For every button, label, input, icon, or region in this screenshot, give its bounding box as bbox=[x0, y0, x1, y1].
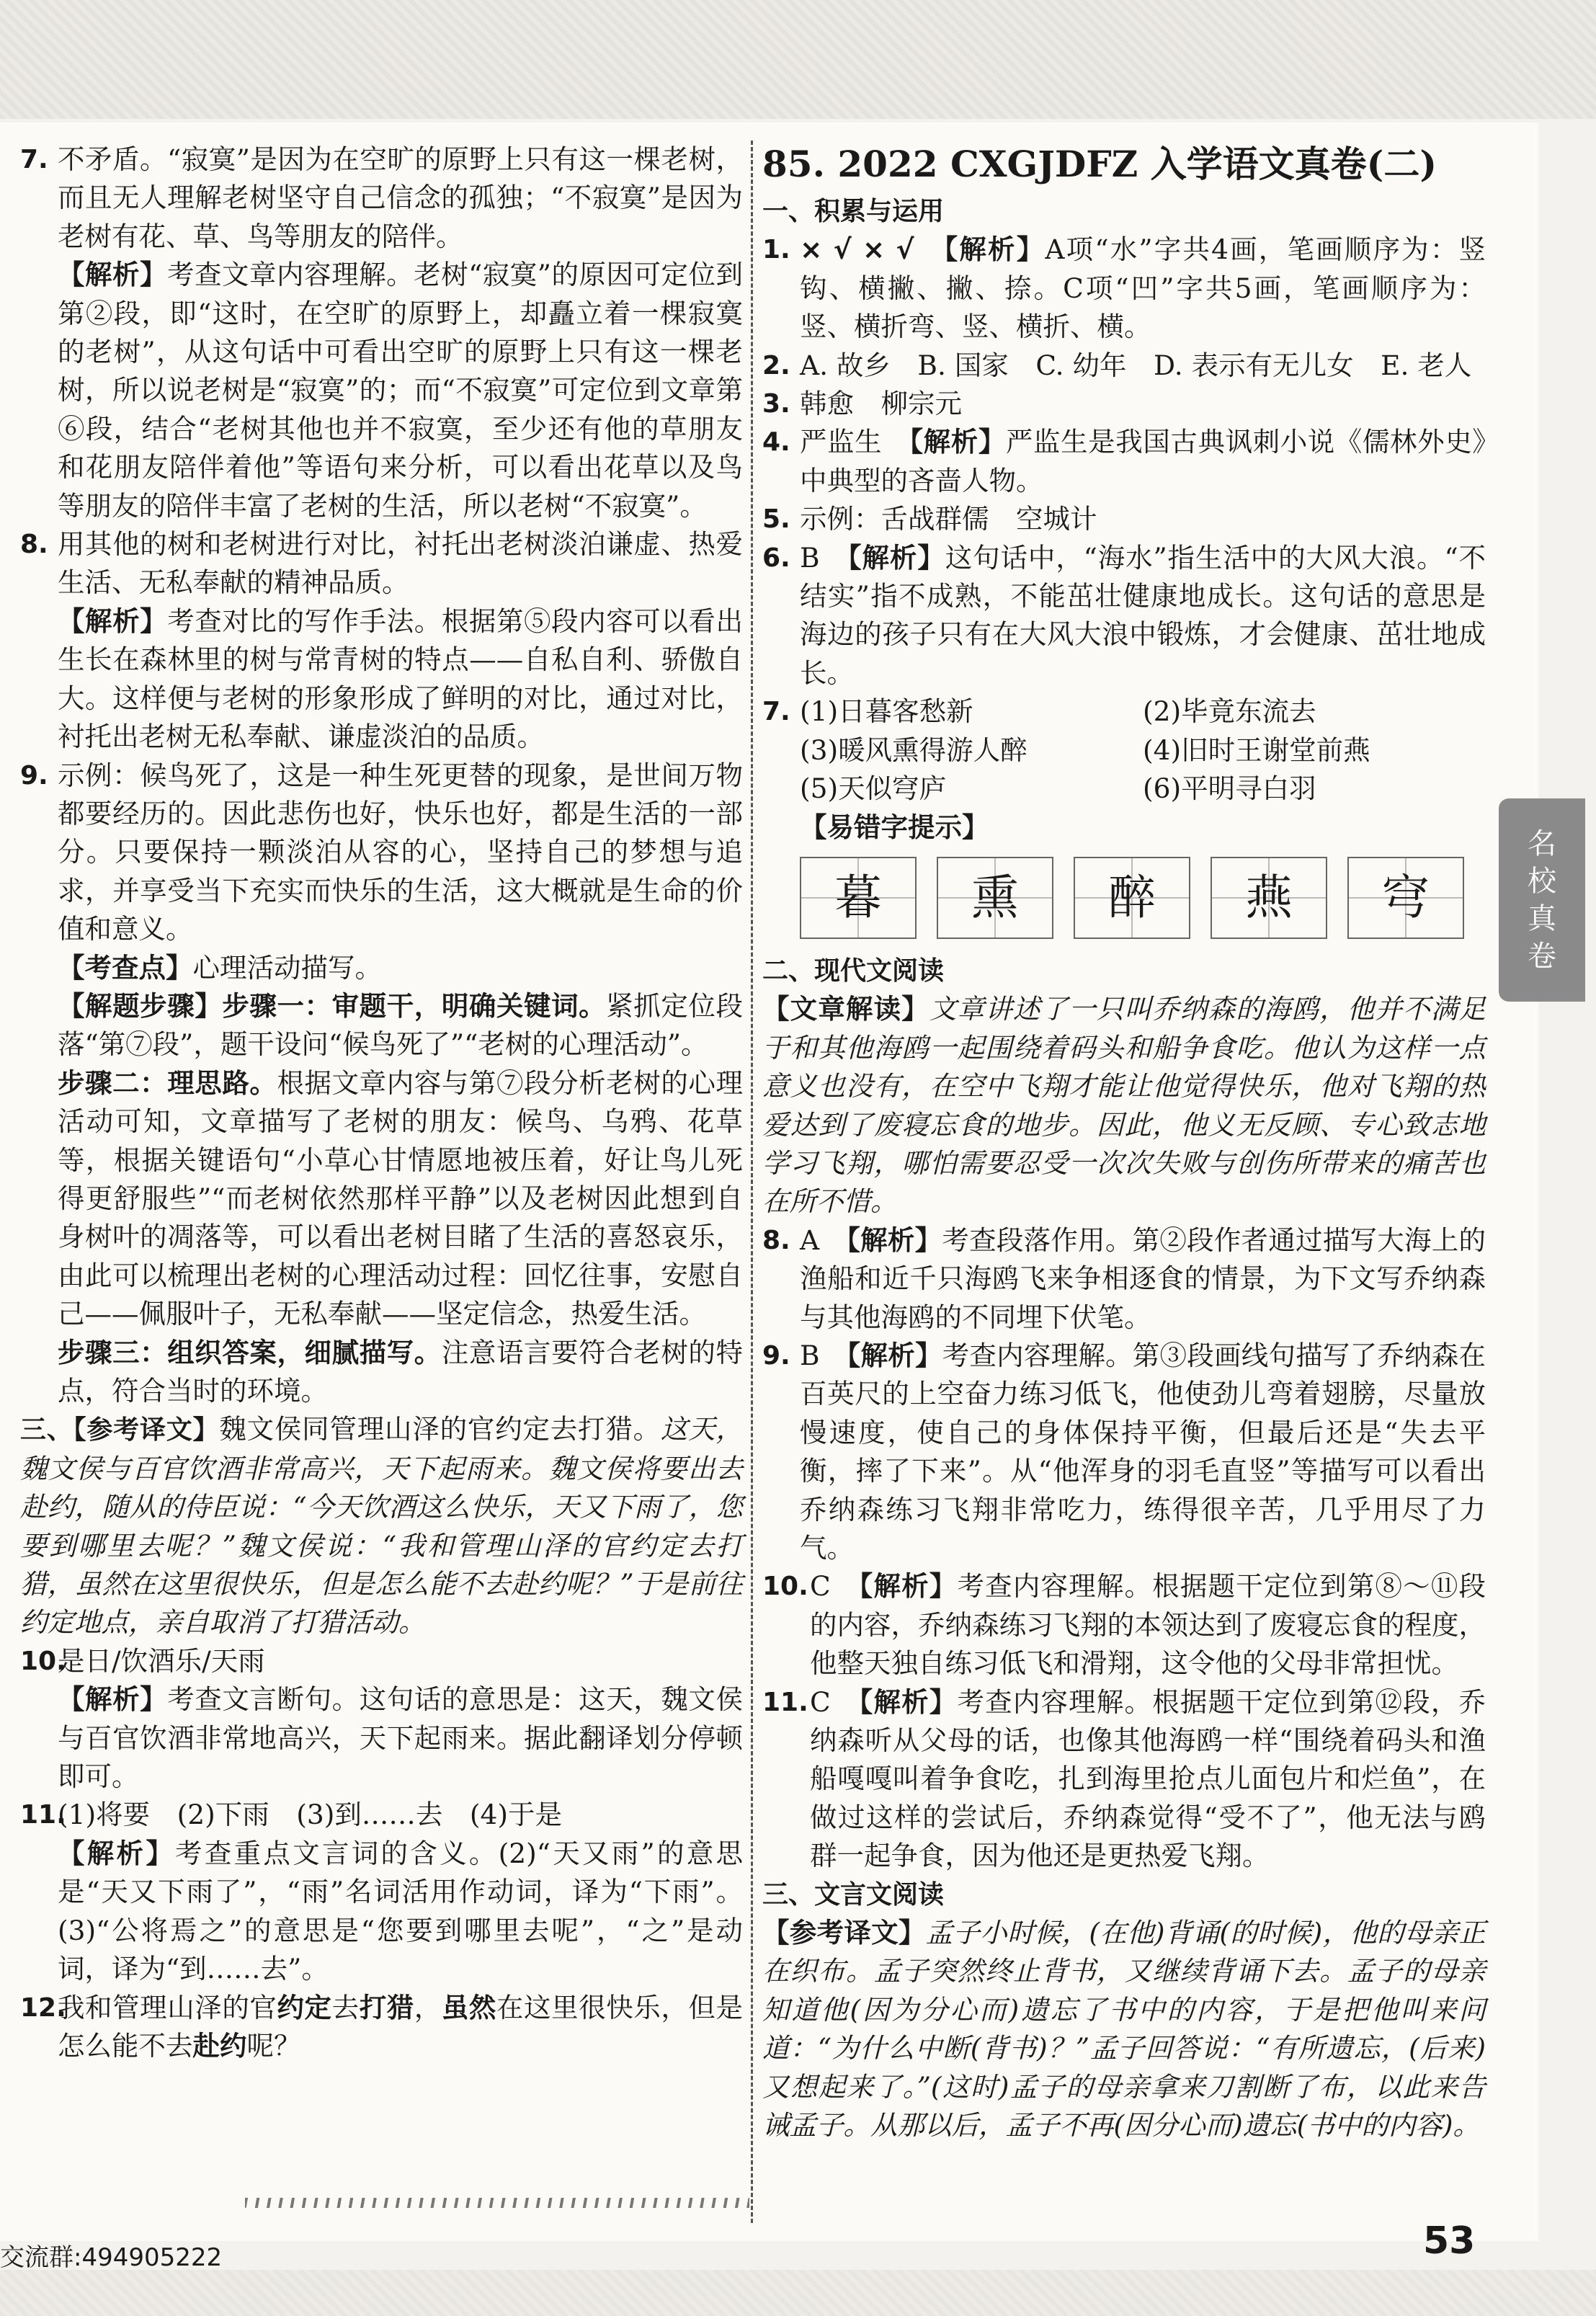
answer-12 bbox=[20, 1989, 743, 2066]
section-heading: 三、文言文阅读 bbox=[762, 1879, 945, 1910]
translation-text: 孟子小时候，(在他)背诵(的时候)，他的母亲正在织布。孟子突然终止背书，又继续背诵下去。孟子的母亲知道他(因为分心而)遗忘了书中的内容，于是把他叫来问道：“为什么中断(背书)？”孟子回答说：“有所遗忘，(后来)又想起来了。”(这时)孟子的母亲拿来刀割断了布，以此来告诫孟子。从那以后，孟子不再(因分心而)遗忘(书中的内容)。 bbox=[762, 1917, 1486, 2142]
answer-number: 5. bbox=[762, 504, 790, 535]
answer-text: 在这里很快乐，但是怎么能不去 bbox=[58, 1991, 743, 2062]
typo-tip-tag: 【易错字提示】 bbox=[800, 811, 989, 843]
interpretation-text: 文章讲述了一只叫乔纳森的海鸥，他并不满足于和其他海鸥一起围绕着码头和船争食吃。他认为这样一点意义也没有，在空中飞翔才能让他觉得快乐，他对飞翔的热爱达到了废寝忘食的地步。因此，他义无反顾、专心致志地学习飞翔，哪怕需要忍受一次次失败与创伤所带来的痛苦也在所不惜。 bbox=[762, 993, 1486, 1218]
analysis-text: 考查重点文言词的含义。(2)“天又雨”的意思是“天又下雨了”，“雨”名词活用作动词，译为“下雨”。(3)“公将焉之”的意思是“您要到哪里去呢”，“之”是动词，译为“到……去”。 bbox=[58, 1837, 744, 1985]
answer-number: 3. bbox=[762, 389, 790, 419]
poem-line: (6)平明寻白羽 bbox=[1143, 772, 1316, 805]
solution-steps-tag: 【解题步骤】 bbox=[58, 989, 223, 1022]
answer-text: 严监生 bbox=[800, 426, 883, 458]
answer-7 bbox=[762, 692, 1486, 808]
answer-text: A bbox=[800, 1224, 820, 1256]
step-text: 根据文章内容与第⑦段分析老树的心理活动可知，文章描写了老树的朋友：候鸟、乌鸦、花草等，根据关键语句“小草心甘情愿地被压着，好让鸟儿死得更舒服些”“而老树依然那样平静”以及老树因此想到自身树叶的凋落等，可以看出老树目睹了生活的喜怒哀乐，由此可以梳理出老树的心理活动过程：回忆往事，安慰自己——佩服叶子，无私奉献——坚定信念，热爱生活。 bbox=[58, 1066, 743, 1330]
solution-step-2 bbox=[20, 1064, 743, 1334]
step-heading: 步骤一：审题干，明确关键词。 bbox=[222, 989, 607, 1022]
answer-6 bbox=[762, 539, 1486, 693]
answer-text: C bbox=[810, 1685, 831, 1718]
answer-2 bbox=[762, 347, 1486, 385]
step-heading: 步骤三：组织答案，细腻描写。 bbox=[58, 1336, 442, 1368]
solution-step-1 bbox=[20, 987, 743, 1064]
analysis-tag: 【解析】 bbox=[909, 426, 1006, 458]
translation-tag: 【参考译文】 bbox=[762, 1917, 926, 1949]
reference-translation bbox=[762, 1914, 1486, 2144]
analysis-tag: 【解析】 bbox=[847, 1339, 942, 1371]
answer-key-word: 约定 bbox=[277, 1991, 332, 2023]
bottom-scan-band bbox=[0, 2270, 1596, 2316]
analysis-text: 考查文章内容理解。老树“寂寞”的原因可定位到第②段，即“这时，在空旷的原野上，却矗立着一棵寂寞的老树”，从这句话中可看出空旷的原野上只有这一棵老树，所以说老树是“寂寞”的；而“不寂寞”可定位到文章第⑥段，结合“老树其他也并不寂寞，至少还有他的草朋友和花朋友陪伴着他”等语句来分析，可以看出花草以及鸟等朋友的陪伴丰富了老树的生活，所以老树“不寂寞”。 bbox=[58, 259, 744, 522]
answer-text: 我和管理山泽的官 bbox=[58, 1991, 277, 2023]
typo-char: 暮 bbox=[800, 857, 917, 939]
typo-char: 醉 bbox=[1074, 857, 1190, 939]
answer-3 bbox=[762, 385, 1486, 423]
dashed-rule bbox=[245, 2198, 749, 2208]
answer-key-word: 打猎 bbox=[359, 1991, 414, 2023]
tab-char: 卷 bbox=[1528, 940, 1556, 973]
analysis-text: 严监生是我国古典讽刺小说《儒林外史》中典型的吝啬人物。 bbox=[800, 426, 1486, 496]
section-heading: 三、【参考译文】 bbox=[20, 1415, 220, 1446]
solution-step-3 bbox=[20, 1334, 743, 1411]
answer-number: 9. bbox=[762, 1340, 790, 1371]
answer-text: 示例：候鸟死了，这是一种生死更替的现象，是世间万物都要经历的。因此悲伤也好，快乐也好，都是生活的一部分。只要保持一颗淡泊从容的心，坚持自己的梦想与追求，并享受当下充实而快乐的生活，这大概就是生命的价值和意义。 bbox=[58, 759, 743, 945]
analysis-text: 考查对比的写作手法。根据第⑤段内容可以看出生长在森林里的树与常青树的特点——自私自利、骄傲自大。这样便与老树的形象形成了鲜明的对比，通过对比，衬托出老树无私奉献、谦虚淡泊的品质。 bbox=[58, 605, 743, 753]
reference-translation bbox=[20, 1410, 743, 1642]
step-text: 紧抓定位段落“第⑦段”，题干设问“候鸟死了”“老树的心理活动”。 bbox=[58, 989, 743, 1061]
poem-line: (4)旧时王谢堂前燕 bbox=[1143, 734, 1370, 766]
analysis-tag: 【解析】 bbox=[58, 259, 168, 291]
analysis-tag: 【解析】 bbox=[859, 1570, 958, 1603]
analysis-text: 考查内容理解。第③段画线句描写了乔纳森在百英尺的上空奋力练习低飞，他使劲儿弯着翅膀，尽量放慢速度，使自己的身体保持平衡，但最后还是“失去平衡，摔了下来”。从“他浑身的羽毛直竖”等描写可以看出乔纳森练习飞翔非常吃力，练得很辛苦，几乎用尽了力气。 bbox=[800, 1339, 1486, 1564]
answer-10 bbox=[20, 1642, 743, 1680]
typo-char: 熏 bbox=[937, 857, 1053, 939]
answer-number: 12. bbox=[20, 1992, 66, 2023]
analysis-text: 考查段落作用。第②段作者通过描写大海上的渔船和近千只海鸥飞来争相逐食的情景，为下文写乔纳森与其他海鸥的不同埋下伏笔。 bbox=[800, 1224, 1486, 1333]
answer-number: 6. bbox=[762, 543, 790, 573]
answer-text: A. 故乡 B. 国家 C. 幼年 D. 表示有无儿女 E. 老人 bbox=[800, 349, 1472, 381]
answer-number: 11. bbox=[20, 1800, 66, 1830]
answer-text: B bbox=[800, 541, 820, 574]
answer-8 bbox=[20, 525, 743, 602]
interpretation-tag: 【文章解读】 bbox=[762, 993, 929, 1025]
translation-text: 这天，魏文侯与百官饮酒非常高兴，天下起雨来。魏文侯将要出去赴约，随从的侍臣说：“今天饮酒这么快乐，天又下雨了，您要到哪里去呢？”魏文侯说：“我和管理山泽的官约定去打猎，虽然在这里很快乐，但是怎么能不去赴约呢？”于是前往约定地点，亲自取消了打猎活动。 bbox=[20, 1413, 743, 1639]
right-column bbox=[762, 141, 1486, 2145]
tab-char: 真 bbox=[1528, 902, 1556, 935]
answer-number: 7. bbox=[20, 145, 48, 174]
answer-number: 1. bbox=[762, 235, 790, 265]
typo-char-grid bbox=[762, 847, 1486, 952]
analysis-text: 考查内容理解。根据题干定位到第⑧～⑪段的内容，乔纳森练习飞翔的本领达到了废寝忘食的程度，他整天独自练习低飞和滑翔，这令他的父母非常担忧。 bbox=[810, 1570, 1486, 1680]
exam-point-tag: 【考查点】 bbox=[58, 951, 193, 984]
analysis-tag: 【解析】 bbox=[58, 1683, 168, 1716]
answer-10 bbox=[762, 1567, 1486, 1683]
analysis-tag: 【解析】 bbox=[58, 605, 168, 637]
answer-1 bbox=[762, 231, 1486, 346]
poem-lines-row bbox=[762, 770, 1486, 808]
analysis-text: 考查文言断句。这句话的意思是：这天，魏文侯与百官饮酒非常地高兴，天下起雨来。据此翻译划分停顿即可。 bbox=[58, 1683, 743, 1793]
answer-number: 7. bbox=[762, 697, 790, 727]
answer-5 bbox=[762, 500, 1486, 538]
analysis-tag: 【解析】 bbox=[58, 1837, 176, 1869]
answer-text: 呢？ bbox=[246, 2029, 301, 2062]
left-column bbox=[20, 141, 743, 2065]
analysis-8 bbox=[20, 602, 743, 757]
exam-title: 85. 2022 CXGJDFZ 入学语文真卷(二) bbox=[762, 143, 1437, 185]
answer-key-word: 赴约 bbox=[192, 2029, 247, 2062]
footer-group-text: 交流群:494905222 bbox=[0, 2243, 223, 2272]
answer-text: B bbox=[800, 1339, 820, 1371]
answer-9 bbox=[762, 1337, 1486, 1567]
column-divider bbox=[751, 141, 753, 2223]
analysis-7 bbox=[20, 256, 743, 525]
poem-line: (1)日暮客愁新 bbox=[800, 695, 973, 728]
translation-text: 魏文侯同管理山泽的官约定去打猎。 bbox=[219, 1413, 661, 1446]
answer-text: 用其他的树和老树进行对比，衬托出老树淡泊谦虚、热爱生活、无私奉献的精神品质。 bbox=[58, 528, 743, 599]
answer-number: 10. bbox=[762, 1572, 808, 1602]
answer-11 bbox=[762, 1683, 1486, 1876]
answer-8 bbox=[762, 1221, 1486, 1337]
analysis-text: 这句话中，“海水”指生活中的大风大浪。“不结实”指不成熟，不能茁壮健康地成长。这句话的意思是海边的孩子只有在大风大浪中锻炼，才会健康、茁壮地成长。 bbox=[800, 541, 1486, 689]
top-scan-band bbox=[0, 0, 1596, 119]
answer-text: 示例：舌战群儒 空城计 bbox=[800, 503, 1097, 535]
analysis-text: A项“水”字共4画，笔画顺序为：竖钩、横撇、撇、捺。C项“凹”字共5画，笔画顺序为：竖、横折弯、竖、横折、横。 bbox=[800, 233, 1486, 343]
analysis-tag: 【解析】 bbox=[859, 1685, 958, 1718]
answer-4 bbox=[762, 423, 1486, 500]
answer-text: 不矛盾。“寂寞”是因为在空旷的原野上只有这一棵老树，而且无人理解老树坚守自己信念的孤独；“不寂寞”是因为老树有花、草、鸟等朋友的陪伴。 bbox=[58, 143, 743, 252]
answer-number: 2. bbox=[762, 350, 790, 380]
answer-9 bbox=[20, 757, 743, 949]
analysis-tag: 【解析】 bbox=[944, 233, 1046, 266]
answer-number: 10. bbox=[20, 1646, 66, 1676]
poem-lines-row bbox=[762, 731, 1486, 770]
poem-line: (5)天似穹庐 bbox=[800, 772, 947, 805]
analysis-10 bbox=[20, 1680, 743, 1796]
step-heading: 步骤二：理思路。 bbox=[58, 1066, 277, 1099]
answer-number: 9. bbox=[20, 760, 48, 790]
poem-line: (3)暖风熏得游人醉 bbox=[800, 734, 1027, 766]
tab-char: 校 bbox=[1528, 865, 1556, 898]
analysis-tag: 【解析】 bbox=[847, 541, 945, 574]
answer-number: 8. bbox=[20, 530, 48, 560]
page-number: 53 bbox=[1423, 2219, 1476, 2263]
answer-text: 去 bbox=[331, 1991, 360, 2023]
answer-text: (1)将要 (2)下雨 (3)到……去 (4)于是 bbox=[58, 1799, 562, 1831]
tab-char: 名 bbox=[1528, 827, 1556, 860]
article-interpretation bbox=[762, 990, 1486, 1221]
exam-point-text: 心理活动描写。 bbox=[192, 951, 382, 984]
poem-line: (2)毕竟东流去 bbox=[1143, 695, 1316, 728]
section-heading: 一、积累与运用 bbox=[762, 197, 945, 226]
answer-number: 8. bbox=[762, 1225, 790, 1255]
poem-lines-row bbox=[762, 692, 1486, 731]
analysis-text: 考查内容理解。根据题干定位到第⑫段，乔纳森听从父母的话，也像其他海鸥一样“围绕着码头和渔船嘎嘎叫着争食吃，扎到海里抢点儿面包片和烂鱼”，在做过这样的尝试后，乔纳森觉得“受不了”，他无法与鸥群一起争食，因为他还是更热爱飞翔。 bbox=[810, 1685, 1486, 1872]
answer-marks: × √ × √ bbox=[800, 233, 914, 266]
analysis-11 bbox=[20, 1835, 743, 1989]
answer-text: C bbox=[810, 1570, 831, 1603]
answer-11 bbox=[20, 1796, 743, 1834]
section-heading: 二、现代文阅读 bbox=[762, 956, 945, 986]
typo-char: 穹 bbox=[1347, 857, 1464, 939]
answer-number: 4. bbox=[762, 427, 790, 458]
exam-point-9 bbox=[20, 949, 743, 987]
answer-text: 是日/饮酒乐/天雨 bbox=[58, 1644, 265, 1677]
answer-key-word: 虽然 bbox=[441, 1991, 496, 2023]
answer-7 bbox=[20, 141, 743, 256]
answer-text: 韩愈 柳宗元 bbox=[800, 388, 962, 420]
answer-number: 11. bbox=[762, 1687, 808, 1717]
step-text: 注意语言要符合老树的特点，符合当时的环境。 bbox=[58, 1336, 743, 1407]
famous-school-tab bbox=[1499, 798, 1585, 1002]
answer-text: ， bbox=[414, 1991, 442, 2023]
typo-char: 燕 bbox=[1211, 857, 1327, 939]
analysis-tag: 【解析】 bbox=[847, 1224, 942, 1256]
